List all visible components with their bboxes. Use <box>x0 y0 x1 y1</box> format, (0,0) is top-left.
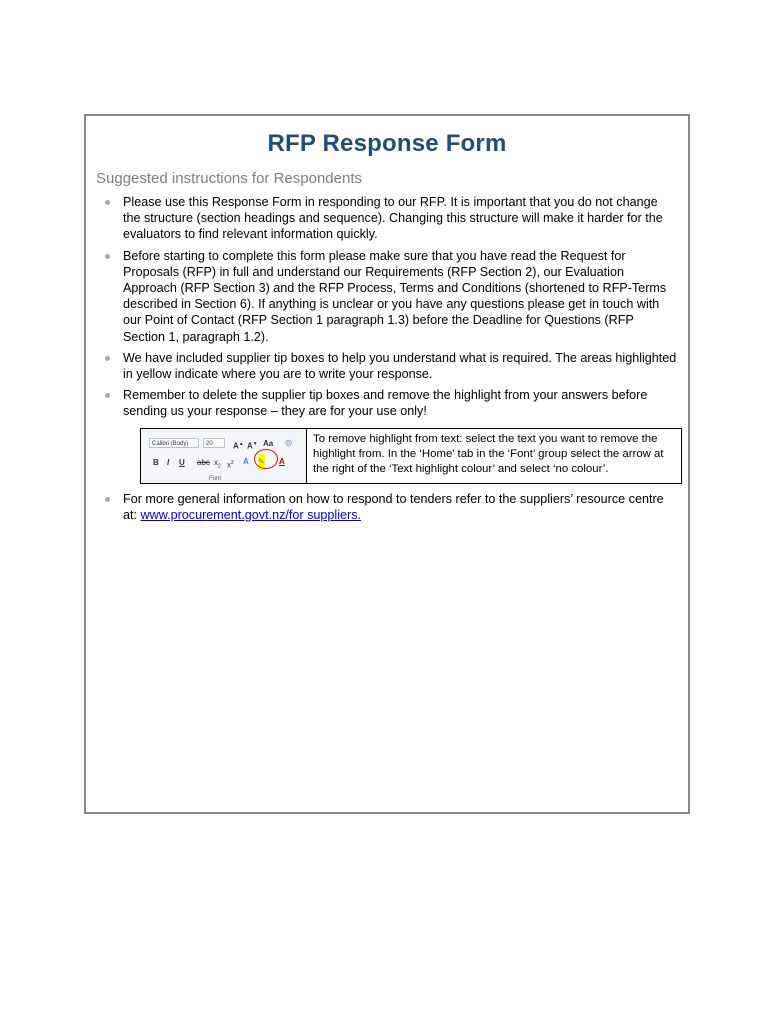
supplier-tip-box <box>140 428 682 484</box>
highlight-circle <box>254 449 278 469</box>
subtitle: Suggested instructions for Respondents <box>96 170 362 187</box>
list-item: For more general information on how to respond to tenders refer to the suppliers’ resource centre at: www.procurement.govt.nz/for suppliers. <box>98 491 678 523</box>
font-size-box: 20 <box>203 438 225 448</box>
list-item: Before starting to complete this form please make sure that you have read the Request for Proposals (RFP) in full and understand our Requirements (RFP Section 2), our Evaluation Approach (RFP Section 3) and the RFP Process, Terms and Conditions (shortened to RFP-Terms described in Section 6). If anything is unclear or you have any questions please get in touch with our Point of Contact (RFP Section 1 paragraph 1.3) before the Deadline for Questions (RFP Section 1, paragraph 1.2). <box>98 248 678 345</box>
shrink-font-icon: A▼ <box>247 440 258 451</box>
font-name-box: Calibri (Body) <box>149 438 199 448</box>
strikethrough-icon: abc <box>197 457 210 467</box>
text-effects-icon: A <box>243 456 249 466</box>
bullet-icon <box>105 254 110 259</box>
bullet-icon <box>105 497 110 502</box>
bold-icon: B <box>153 457 159 467</box>
bullet-icon <box>105 393 110 398</box>
bullet-icon <box>105 356 110 361</box>
change-case-icon: Aa <box>263 438 274 448</box>
grow-font-icon: A▲ <box>233 440 244 451</box>
page-title: RFP Response Form <box>267 130 507 157</box>
tip-text: To remove highlight from text: select the text you want to remove the highlight from. In the ‘Home’ tab in the ‘Font’ group select the arrow at the right of the ‘Text highlight colour’ and select ‘no colour’. <box>313 432 664 476</box>
list-item: We have included supplier tip boxes to help you understand what is required. The areas highlighted in yellow indicate where you are to write your response. <box>98 350 678 382</box>
clear-formatting-icon: ◎ <box>285 437 292 447</box>
highlight-color-icon: ✎ <box>258 454 265 470</box>
subscript-icon: $x_2$ <box>214 457 221 470</box>
list-item: Remember to delete the supplier tip boxes and remove the highlight from your answers before sending us your response – they are for your use only! <box>98 387 678 419</box>
list-item: Please use this Response Form in responding to our RFP. It is important that you do not change the structure (section headings and sequence). Changing this structure will make it harder for the evaluators to find relevant information quickly. <box>98 194 678 243</box>
instruction-list <box>98 194 678 528</box>
underline-icon: U <box>179 457 185 467</box>
font-color-icon: A <box>279 456 285 466</box>
bullet-icon <box>105 200 110 205</box>
font-group-label: Font <box>209 475 222 482</box>
procurement-link[interactable]: www.procurement.govt.nz/for suppliers. <box>140 507 361 522</box>
page-frame <box>84 114 690 814</box>
italic-icon: I <box>167 457 170 467</box>
font-ribbon-screenshot <box>141 429 307 483</box>
superscript-icon: $x^2$ <box>227 459 234 470</box>
